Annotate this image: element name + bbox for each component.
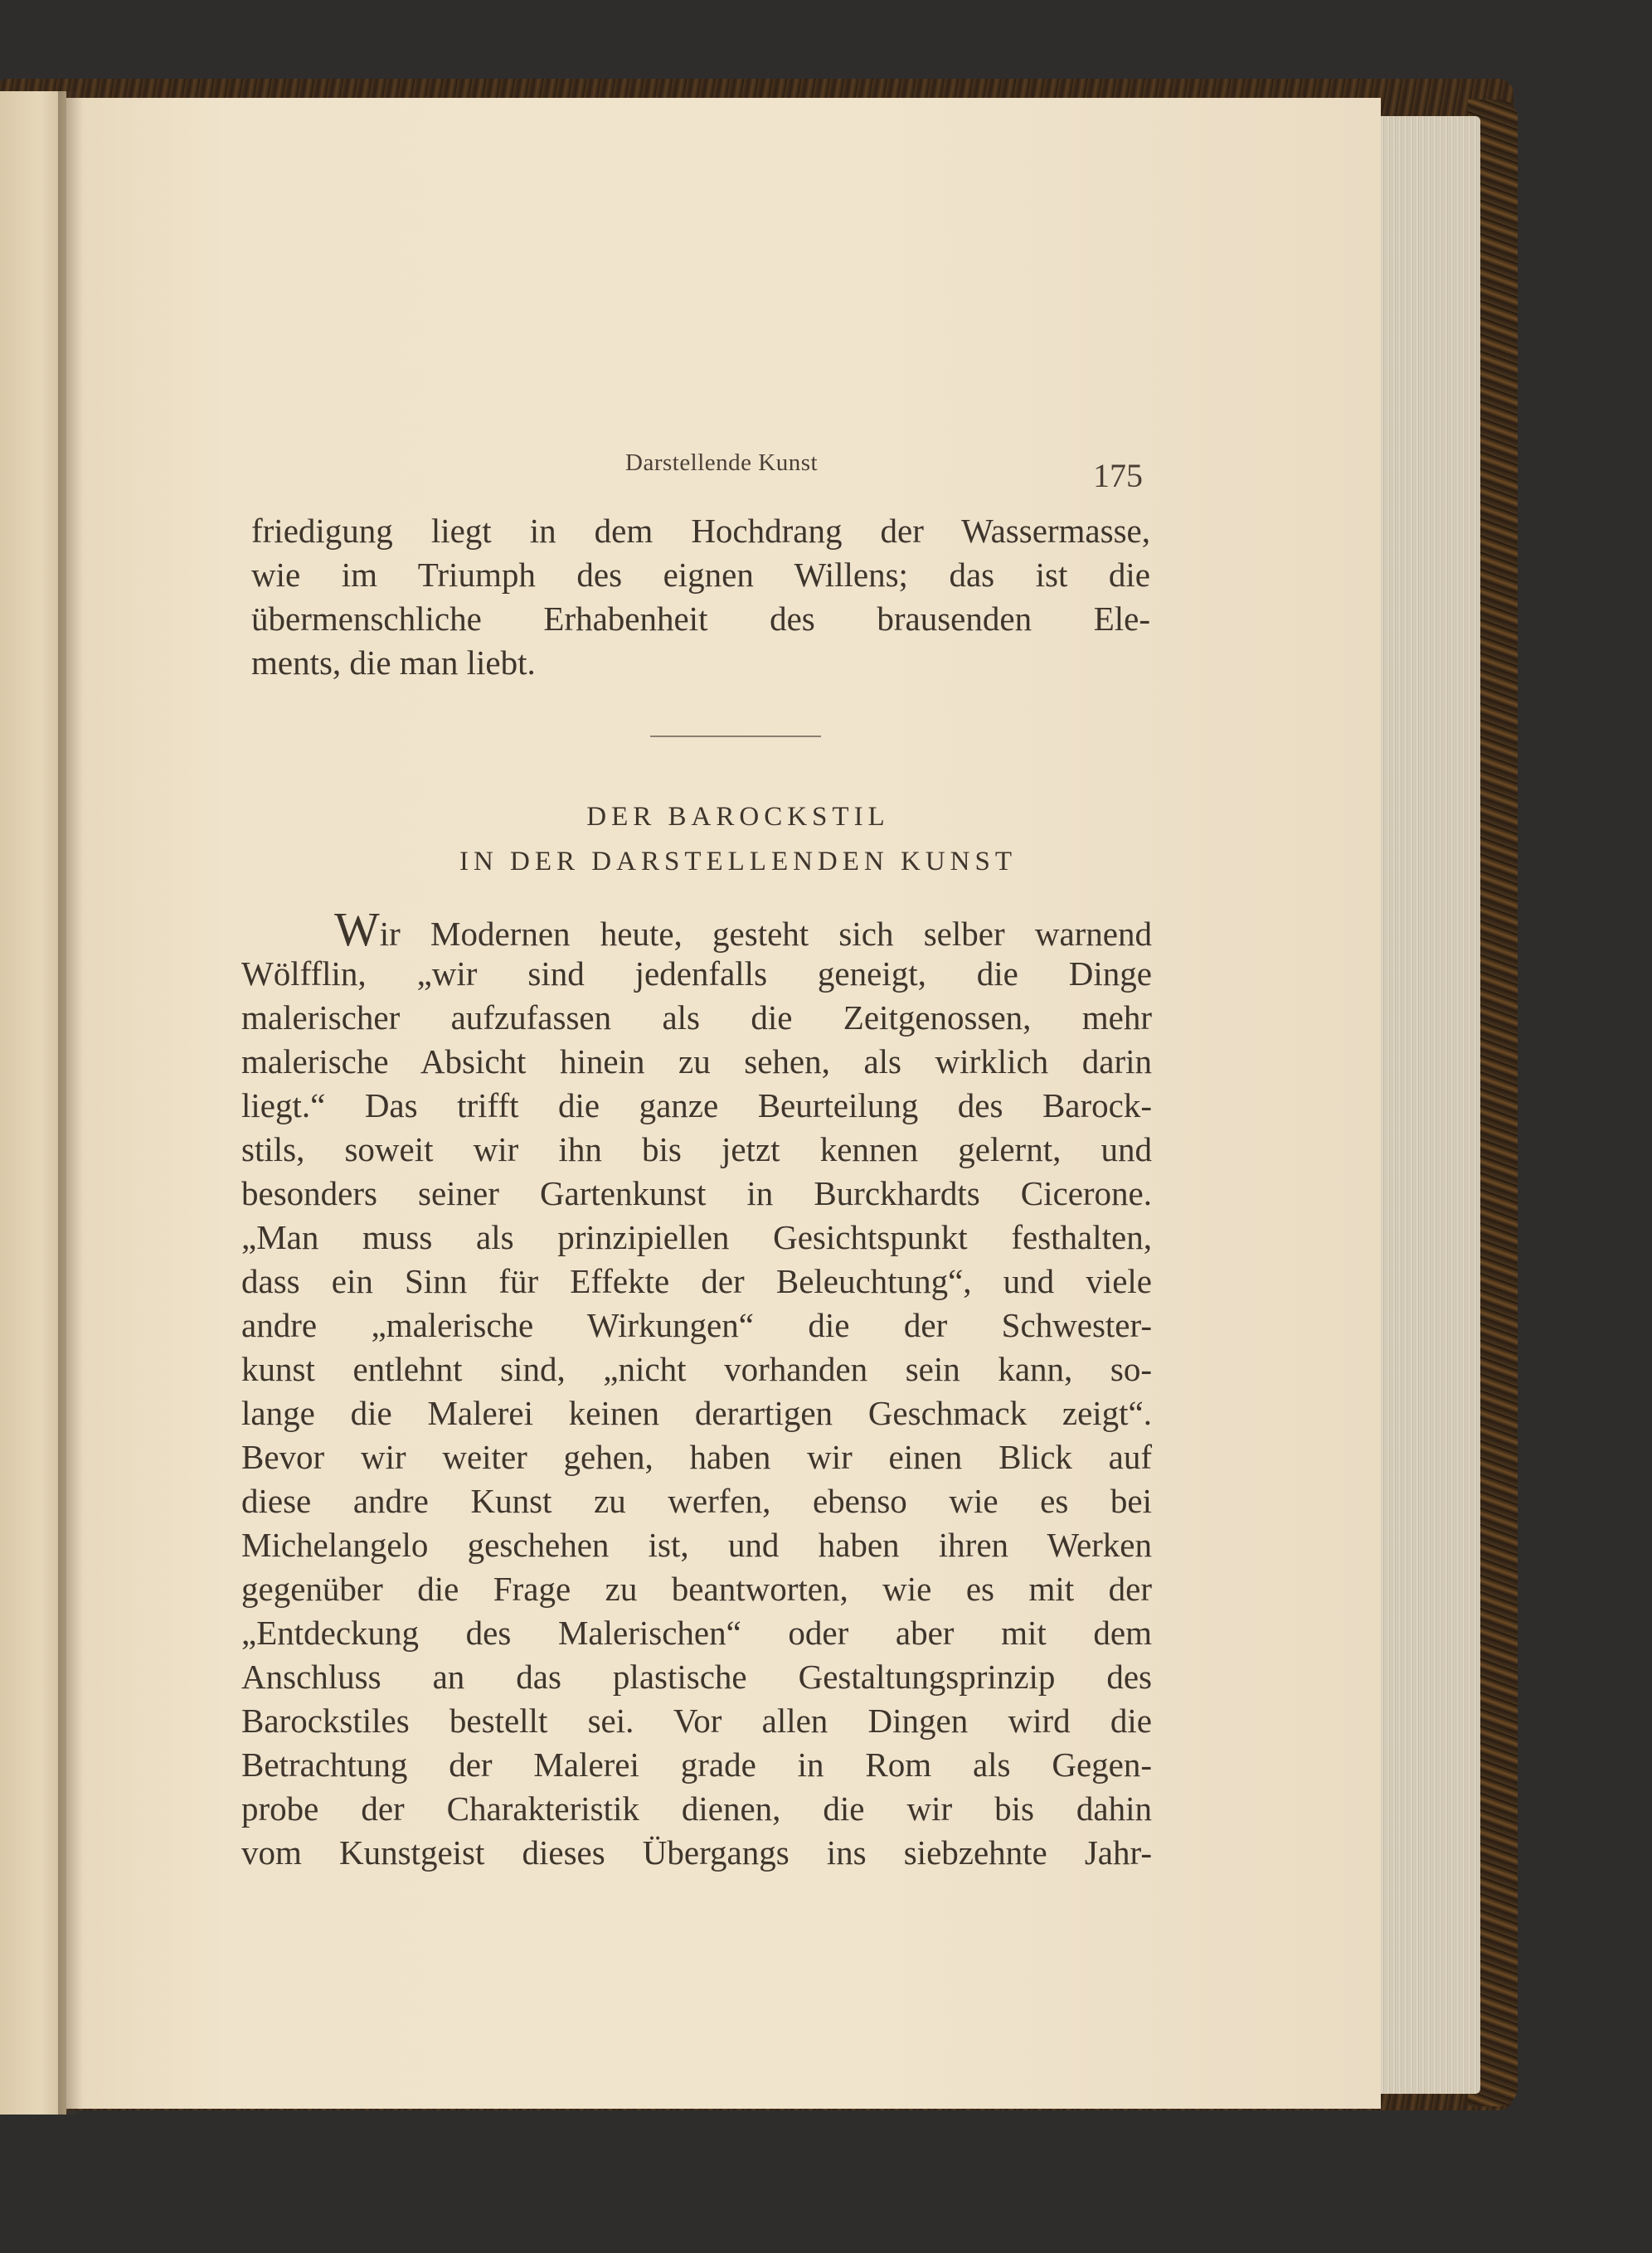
text-line: ments, die man liebt. [251, 643, 536, 682]
text-line: stils, soweit wir ihn bis jetzt kennen gelernt, und [241, 1130, 1152, 1168]
text-line: liegt.“ Das trifft die ganze Beurteilung des Barock- [241, 1086, 1152, 1124]
section-heading-line-2: IN DER DARSTELLENDEN KUNST [459, 847, 1018, 876]
intro-paragraph [251, 510, 1150, 688]
text-line: Barockstiles bestellt sei. Vor allen Dingen wird die [241, 1702, 1152, 1740]
body-paragraph [241, 902, 1152, 1887]
page-edge-stack [1373, 116, 1480, 2094]
text-line-first [334, 902, 1152, 956]
text-line: gegenüber die Frage zu beantworten, wie es mit der [241, 1570, 1152, 1608]
first-line-text: ir Modernen heute, gesteht sich selber warnend [379, 915, 1152, 953]
text-line: besonders seiner Gartenkunst in Burckhardts Cicerone. [241, 1174, 1152, 1212]
text-line: andre „malerische Wirkungen“ die der Schwester- [241, 1306, 1152, 1344]
page-number: 175 [1093, 457, 1143, 494]
text-line: dass ein Sinn für Effekte der Beleuchtung“, und viele [241, 1262, 1152, 1300]
text-line: „Man muss als prinzipiellen Gesichtspunkt festhalten, [241, 1218, 1152, 1256]
text-line: friedigung liegt in dem Hochdrang der Wassermasse, [251, 512, 1150, 550]
text-line: Wölfflin, „wir sind jedenfalls geneigt, die Dinge [241, 954, 1152, 993]
text-line: malerische Absicht hinein zu sehen, als wirklich darin [241, 1042, 1152, 1080]
text-line: „Entdeckung des Malerischen“ oder aber mit dem [241, 1614, 1152, 1652]
text-line: diese andre Kunst zu werfen, ebenso wie es bei [241, 1482, 1152, 1520]
running-head: Darstellende Kunst [625, 449, 819, 476]
text-line: übermenschliche Erhabenheit des brausenden Ele- [251, 600, 1150, 638]
text-line: lange die Malerei keinen derartigen Geschmack zeigt“. [241, 1394, 1152, 1432]
text-line: Michelangelo geschehen ist, und haben ihren Werken [241, 1526, 1152, 1564]
page-gutter-shadow [58, 91, 83, 2115]
text-line: wie im Triumph des eignen Willens; das ist die [251, 556, 1150, 594]
text-line: Bevor wir weiter gehen, haben wir einen Blick auf [241, 1438, 1152, 1476]
text-line: probe der Charakteristik dienen, die wir bis dahin [241, 1789, 1152, 1828]
section-divider [650, 736, 821, 737]
text-line: vom Kunstgeist dieses Übergangs ins siebzehnte Jahr- [241, 1833, 1152, 1872]
drop-capital: W [334, 902, 380, 956]
book-page [66, 98, 1381, 2109]
text-line: Anschluss an das plastische Gestaltungsprinzip des [241, 1658, 1152, 1696]
text-line: malerischer aufzufassen als die Zeitgenossen, mehr [241, 998, 1152, 1037]
text-line: kunst entlehnt sind, „nicht vorhanden sein kann, so- [241, 1350, 1152, 1388]
text-line: Betrachtung der Malerei grade in Rom als Gegen- [241, 1746, 1152, 1784]
section-heading-line-1: DER BAROCKSTIL [586, 802, 890, 832]
left-page-edge [0, 91, 66, 2115]
